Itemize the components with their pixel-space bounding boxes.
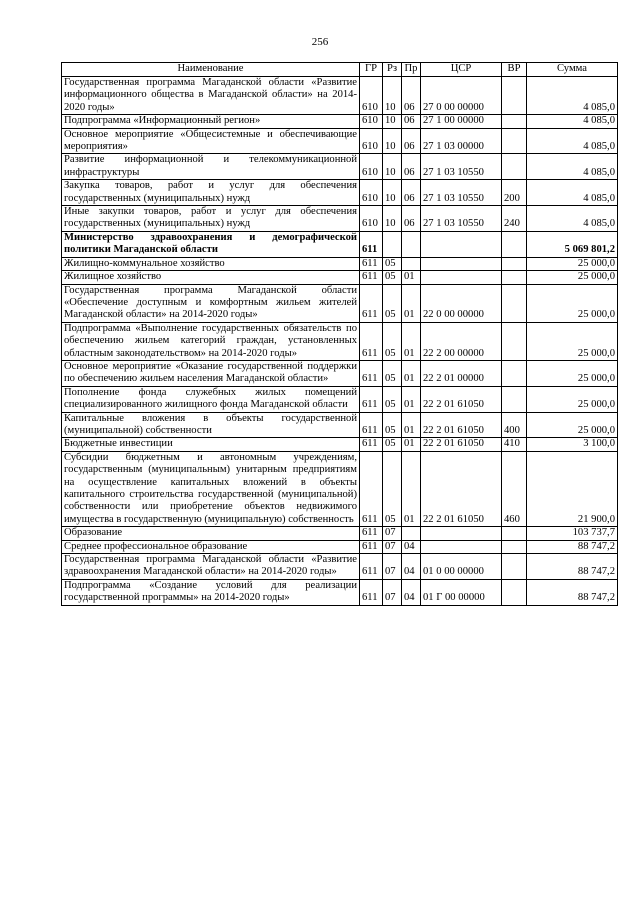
cell-pr: 06 — [402, 128, 421, 154]
cell-sum: 4 085,0 — [527, 206, 618, 232]
cell-gr: 611 — [360, 554, 383, 580]
cell-name: Основное мероприятие «Общесистемные и обеспечивающие мероприятия» — [62, 128, 360, 154]
table-row — [62, 412, 618, 438]
cell-gr: 611 — [360, 284, 383, 322]
cell-sum: 4 085,0 — [527, 77, 618, 115]
table-row — [62, 77, 618, 115]
header-rz: Рз — [383, 63, 402, 77]
cell-sum: 4 085,0 — [527, 180, 618, 206]
cell-vr — [502, 128, 527, 154]
cell-name: Государственная программа Магаданской области «Развитие здравоохранения Магаданской области» на 2014-2020 годы» — [62, 554, 360, 580]
budget-table — [61, 62, 618, 606]
table-row — [62, 128, 618, 154]
cell-csr: 22 2 01 00000 — [421, 360, 502, 386]
cell-name: Капитальные вложения в объекты государственной (муниципальной) собственности — [62, 412, 360, 438]
cell-vr: 410 — [502, 438, 527, 451]
cell-rz: 10 — [383, 154, 402, 180]
cell-gr: 610 — [360, 206, 383, 232]
cell-pr: 06 — [402, 154, 421, 180]
cell-sum: 21 900,0 — [527, 451, 618, 526]
cell-pr: 01 — [402, 322, 421, 360]
cell-name: Субсидии бюджетным и автономным учреждениям, государственным (муниципальным) унитарным предприятиям на осуществление капитальных вложений в объекты капитального строительства государственной (муниципальной) собственности или приобретение объектов недвижимого имущества в государственную (муниципальную) собственность — [62, 451, 360, 526]
cell-gr: 610 — [360, 115, 383, 128]
cell-vr: 460 — [502, 451, 527, 526]
table-row — [62, 451, 618, 526]
cell-sum: 25 000,0 — [527, 386, 618, 412]
page-number: 256 — [311, 36, 329, 48]
cell-gr: 610 — [360, 180, 383, 206]
cell-rz: 05 — [383, 412, 402, 438]
cell-csr: 01 0 00 00000 — [421, 554, 502, 580]
cell-csr: 27 1 00 00000 — [421, 115, 502, 128]
cell-gr: 611 — [360, 412, 383, 438]
cell-vr — [502, 360, 527, 386]
cell-csr: 22 2 00 00000 — [421, 322, 502, 360]
cell-gr: 611 — [360, 257, 383, 270]
cell-csr: 22 2 01 61050 — [421, 438, 502, 451]
cell-sum: 25 000,0 — [527, 322, 618, 360]
cell-sum: 3 100,0 — [527, 438, 618, 451]
cell-name: Иные закупки товаров, работ и услуг для обеспечения государственных (муниципальных) нужд — [62, 206, 360, 232]
cell-name: Жилищное хозяйство — [62, 271, 360, 284]
cell-rz: 05 — [383, 360, 402, 386]
table-row — [62, 540, 618, 553]
cell-vr — [502, 386, 527, 412]
cell-vr — [502, 579, 527, 605]
cell-name: Подпрограмма «Информационный регион» — [62, 115, 360, 128]
cell-rz: 10 — [383, 180, 402, 206]
cell-rz: 05 — [383, 322, 402, 360]
cell-gr: 610 — [360, 154, 383, 180]
cell-pr: 06 — [402, 206, 421, 232]
cell-rz: 10 — [383, 206, 402, 232]
cell-pr — [402, 231, 421, 257]
table-row — [62, 322, 618, 360]
cell-vr — [502, 554, 527, 580]
cell-rz: 05 — [383, 284, 402, 322]
cell-gr: 611 — [360, 451, 383, 526]
cell-pr: 06 — [402, 115, 421, 128]
cell-pr: 04 — [402, 554, 421, 580]
table-row — [62, 579, 618, 605]
table-row — [62, 438, 618, 451]
cell-gr: 611 — [360, 360, 383, 386]
cell-csr: 27 1 03 10550 — [421, 154, 502, 180]
cell-name: Подпрограмма «Выполнение государственных обязательств по обеспечению жильем категорий граждан, установленных областным законодательством» на 2014-2020 годы» — [62, 322, 360, 360]
cell-csr — [421, 540, 502, 553]
cell-rz: 05 — [383, 257, 402, 270]
cell-gr: 611 — [360, 322, 383, 360]
table-row — [62, 554, 618, 580]
header-vr: ВР — [502, 63, 527, 77]
cell-vr — [502, 527, 527, 540]
table-row — [62, 257, 618, 270]
cell-pr: 06 — [402, 77, 421, 115]
cell-pr: 01 — [402, 386, 421, 412]
header-csr: ЦСР — [421, 63, 502, 77]
cell-rz: 07 — [383, 540, 402, 553]
cell-gr: 611 — [360, 231, 383, 257]
cell-sum: 25 000,0 — [527, 360, 618, 386]
cell-vr — [502, 154, 527, 180]
cell-csr — [421, 257, 502, 270]
cell-csr — [421, 231, 502, 257]
header-name: Наименование — [62, 63, 360, 77]
cell-csr: 27 0 00 00000 — [421, 77, 502, 115]
cell-pr: 01 — [402, 271, 421, 284]
cell-rz: 05 — [383, 451, 402, 526]
cell-name: Министерство здравоохранения и демографической политики Магаданской области — [62, 231, 360, 257]
cell-vr — [502, 322, 527, 360]
cell-csr: 22 2 01 61050 — [421, 386, 502, 412]
cell-pr: 04 — [402, 579, 421, 605]
cell-pr — [402, 257, 421, 270]
cell-rz: 05 — [383, 386, 402, 412]
cell-csr: 27 1 03 00000 — [421, 128, 502, 154]
cell-sum: 88 747,2 — [527, 540, 618, 553]
cell-rz: 10 — [383, 128, 402, 154]
header-sum: Сумма — [527, 63, 618, 77]
cell-pr: 01 — [402, 412, 421, 438]
cell-name: Развитие информационной и телекоммуникационной инфраструктуры — [62, 154, 360, 180]
cell-csr: 27 1 03 10550 — [421, 206, 502, 232]
table-row — [62, 527, 618, 540]
cell-name: Государственная программа Магаданской области «Развитие информационного общества в Магаданской области» на 2014-2020 годы» — [62, 77, 360, 115]
cell-pr — [402, 527, 421, 540]
table-row — [62, 360, 618, 386]
cell-vr — [502, 115, 527, 128]
cell-gr: 611 — [360, 527, 383, 540]
cell-vr — [502, 257, 527, 270]
cell-rz: 05 — [383, 438, 402, 451]
cell-csr: 22 2 01 61050 — [421, 412, 502, 438]
cell-rz: 07 — [383, 579, 402, 605]
table-row — [62, 206, 618, 232]
cell-rz — [383, 231, 402, 257]
table-row — [62, 271, 618, 284]
cell-csr: 27 1 03 10550 — [421, 180, 502, 206]
cell-csr: 01 Г 00 00000 — [421, 579, 502, 605]
cell-sum: 25 000,0 — [527, 412, 618, 438]
cell-gr: 611 — [360, 386, 383, 412]
cell-csr — [421, 527, 502, 540]
cell-name: Образование — [62, 527, 360, 540]
cell-sum: 88 747,2 — [527, 579, 618, 605]
cell-csr — [421, 271, 502, 284]
header-gr: ГР — [360, 63, 383, 77]
cell-name: Закупка товаров, работ и услуг для обеспечения государственных (муниципальных) нужд — [62, 180, 360, 206]
cell-pr: 01 — [402, 284, 421, 322]
cell-pr: 01 — [402, 360, 421, 386]
cell-csr: 22 0 00 00000 — [421, 284, 502, 322]
cell-pr: 04 — [402, 540, 421, 553]
cell-rz: 10 — [383, 77, 402, 115]
cell-gr: 611 — [360, 271, 383, 284]
cell-name: Государственная программа Магаданской области «Обеспечение доступным и комфортным жильем жителей Магаданской области» на 2014-2020 годы» — [62, 284, 360, 322]
cell-vr — [502, 284, 527, 322]
cell-vr: 400 — [502, 412, 527, 438]
cell-pr: 01 — [402, 438, 421, 451]
cell-vr: 200 — [502, 180, 527, 206]
cell-name: Бюджетные инвестиции — [62, 438, 360, 451]
table-row — [62, 386, 618, 412]
table-row — [62, 231, 618, 257]
table-row — [62, 115, 618, 128]
cell-rz: 07 — [383, 554, 402, 580]
cell-gr: 610 — [360, 128, 383, 154]
cell-sum: 25 000,0 — [527, 257, 618, 270]
table-row — [62, 284, 618, 322]
cell-gr: 611 — [360, 579, 383, 605]
cell-sum: 25 000,0 — [527, 284, 618, 322]
cell-vr — [502, 77, 527, 115]
cell-sum: 4 085,0 — [527, 128, 618, 154]
cell-sum: 25 000,0 — [527, 271, 618, 284]
table-row — [62, 180, 618, 206]
cell-rz: 05 — [383, 271, 402, 284]
cell-gr: 610 — [360, 77, 383, 115]
cell-sum: 4 085,0 — [527, 115, 618, 128]
cell-sum: 88 747,2 — [527, 554, 618, 580]
cell-sum: 4 085,0 — [527, 154, 618, 180]
table-row — [62, 154, 618, 180]
cell-csr: 22 2 01 61050 — [421, 451, 502, 526]
cell-pr: 01 — [402, 451, 421, 526]
cell-rz: 10 — [383, 115, 402, 128]
cell-vr — [502, 231, 527, 257]
cell-pr: 06 — [402, 180, 421, 206]
cell-name: Жилищно-коммунальное хозяйство — [62, 257, 360, 270]
cell-name: Среднее профессиональное образование — [62, 540, 360, 553]
cell-name: Пополнение фонда служебных жилых помещений специализированного жилищного фонда Магаданской области — [62, 386, 360, 412]
cell-gr: 611 — [360, 540, 383, 553]
cell-rz: 07 — [383, 527, 402, 540]
cell-name: Подпрограмма «Создание условий для реализации государственной программы» на 2014-2020 годы» — [62, 579, 360, 605]
cell-vr: 240 — [502, 206, 527, 232]
cell-gr: 611 — [360, 438, 383, 451]
cell-vr — [502, 271, 527, 284]
cell-sum: 5 069 801,2 — [527, 231, 618, 257]
cell-vr — [502, 540, 527, 553]
table-header-row — [62, 63, 618, 77]
header-pr: Пр — [402, 63, 421, 77]
cell-sum: 103 737,7 — [527, 527, 618, 540]
cell-name: Основное мероприятие «Оказание государственной поддержки по обеспечению жильем населения Магаданской области» — [62, 360, 360, 386]
